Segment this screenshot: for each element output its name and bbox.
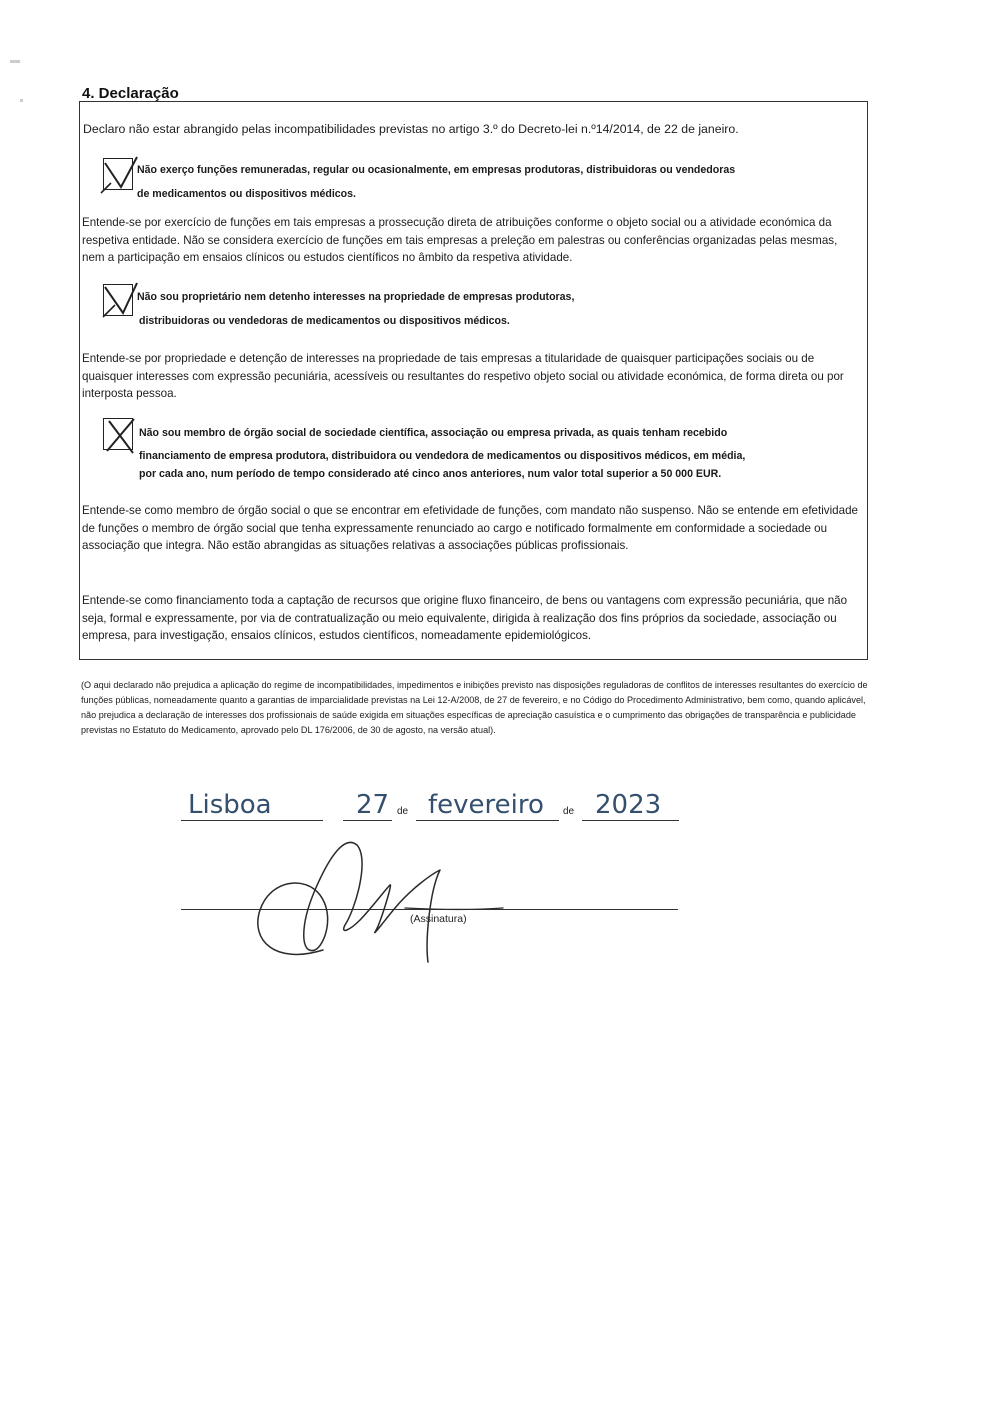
checkbox-no-paid-functions[interactable] xyxy=(103,158,133,190)
day-field[interactable]: 27 xyxy=(356,790,390,820)
scan-speck xyxy=(20,99,23,102)
declaration-2-line-2: distribuidoras ou vendedoras de medicamentos ou dispositivos médicos. xyxy=(139,315,510,327)
month-underline xyxy=(416,820,559,821)
checkbox-no-social-body[interactable] xyxy=(103,418,133,450)
definition-financing: Entende-se como financiamento toda a captação de recursos que origine fluxo financeiro, de bens ou vantagens com expressão pecuniária, que não seja, formal e expressamente, por via de contratualização ou meio equivalente, dirigida à realização dos fins próprios da sociedade, associação ou empresa, para investigação, ensaios clínicos, estudos científicos, nomeadamente epidemiológicos. xyxy=(82,594,848,642)
section-title: 4. Declaração xyxy=(82,85,179,102)
de-label-2: de xyxy=(563,806,575,817)
check-mark-icon xyxy=(101,155,139,195)
check-mark-icon xyxy=(101,415,139,455)
check-mark-icon xyxy=(101,281,139,321)
place-field[interactable]: Lisboa xyxy=(188,790,272,820)
checkbox-no-ownership[interactable] xyxy=(103,284,133,316)
definition-ownership: Entende-se por propriedade e detenção de interesses na propriedade de tais empresas a titularidade de quaisquer participações sociais ou de quaisquer interesses com expressão pecuniária, acessíveis ou resultantes do respetivo objeto social ou atividade económica, de forma direta ou por interposta pessoa. xyxy=(82,352,844,400)
intro-text: Declaro não estar abrangido pelas incompatibilidades previstas no artigo 3.º do Decreto-lei n.º14/2014, de 22 de janeiro. xyxy=(83,122,739,136)
month-field[interactable]: fevereiro xyxy=(428,790,544,820)
year-underline xyxy=(582,820,679,821)
day-underline xyxy=(343,820,392,821)
signature-label: (Assinatura) xyxy=(410,913,467,925)
declaration-3-line-3: por cada ano, num período de tempo considerado até cinco anos anteriores, num valor total superior a 50 000 EUR. xyxy=(139,468,722,480)
legal-note: (O aqui declarado não prejudica a aplicação do regime de incompatibilidades, impedimentos e inibições previsto nas disposições reguladoras de conflitos de interesses resultantes do exercício de funções públicas, nomeadamente quanto a garantias de imparcialidade previstas na Lei 12-A/2008, de 27 de fevereiro, e no Código do Procedimento Administrativo, bem como, quando aplicável, não prejudica a declaração de interesses dos profissionais de saúde exigida em situações específicas de apreciação casuística e o cumprimento das obrigações de transparência e publicidade previstas no Estatuto do Medicamento, aprovado pelo DL 176/2006, de 30 de agosto, na versão atual). xyxy=(81,680,868,735)
declaration-3-line-2: financiamento de empresa produtora, distribuidora ou vendedora de medicamentos ou dispositivos médicos, em média, xyxy=(139,450,746,462)
definition-social-body: Entende-se como membro de órgão social o que se encontrar em efetividade de funções, com mandato não suspenso. Não se entende em efetividade de funções o membro de órgão social que tenha expressamente renunciado ao cargo e notificado formalmente em conformidade a sociedade ou associação que integra. Não estão abrangidas as situações relativas a associações públicas profissionais. xyxy=(82,504,858,552)
definition-functions: Entende-se por exercício de funções em tais empresas a prossecução direta de atribuições conforme o objeto social ou a atividade económica da respetiva entidade. Não se considera exercício de funções em tais empresas a preleção em palestras ou conferências organizadas pelas mesmas, nem a participação em ensaios clínicos ou estudos científicos no âmbito da respetiva atividade. xyxy=(82,216,838,264)
declaration-1-line-2: de medicamentos ou dispositivos médicos. xyxy=(137,188,356,200)
declaration-3-line-1: Não sou membro de órgão social de sociedade científica, associação ou empresa privada, as quais tenham recebido xyxy=(139,427,728,439)
de-label-1: de xyxy=(397,806,409,817)
year-field[interactable]: 2023 xyxy=(595,790,662,820)
scan-speck xyxy=(10,60,20,63)
place-underline xyxy=(181,820,323,821)
declaration-2-line-1: Não sou proprietário nem detenho interesses na propriedade de empresas produtoras, xyxy=(137,291,575,303)
handwritten-signature xyxy=(245,830,515,970)
declaration-1-line-1: Não exerço funções remuneradas, regular ou ocasionalmente, em empresas produtoras, distribuidoras ou vendedoras xyxy=(137,164,736,176)
